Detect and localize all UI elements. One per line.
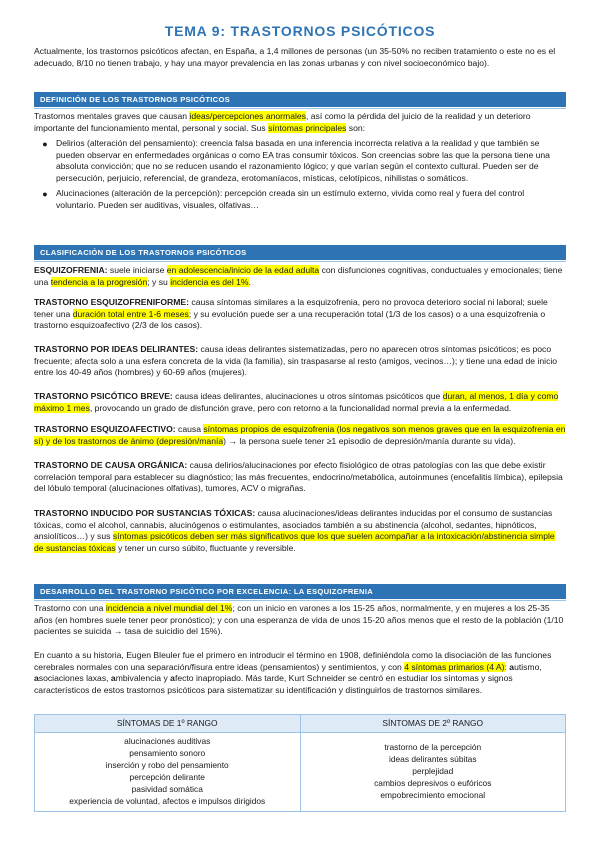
- table-cell-primer-rango: [35, 733, 301, 812]
- list-item: experiencia de voluntad, afectos e impulsos dirigidos: [69, 795, 266, 806]
- section-header-label: DESARROLLO DEL TRASTORNO PSICÓTICO POR EXCELENCIA: LA ESQUIZOFRENIA: [40, 587, 374, 596]
- clasificacion-ideas-delirantes: [34, 344, 566, 379]
- clasificacion-psicotico-breve: [34, 391, 566, 414]
- highlight-span: síntomas propios de esquizofrenia (los negativos son menos graves que en la esquizofrenia en sí) y de los trastornos de ánimo (depresión/manía: [34, 424, 566, 446]
- highlight-span: síntomas psicóticos deben ser más significativos que los que suelen acompañar a la intoxicación/abstinencia simple de sustancias tóxicas: [34, 531, 555, 553]
- term-label: ESQUIZOFRENIA:: [34, 265, 108, 275]
- bold-letter: a: [110, 673, 116, 684]
- clasificacion-esquizofrenia: [34, 265, 566, 288]
- text-span: causa: [175, 424, 204, 434]
- symptoms-table: [34, 714, 566, 812]
- bullet-text: Delirios (alteración del pensamiento): creencia falsa basada en una inferencia incorrecta relativa a la realidad y que también se pueden observar en enfermedades orgánicas o como EA tras consumir tóxicos. Son creencias sobre las que la persona tiene una absoluta convicción; que no se reducen usando el razonamiento lógico; y que varían según el contexto cultural. Pueden ser de persecución, perjuicio, referencial, de grandeza, erotomaníacos, místicas, celotípicos, nihilistas o somáticos.: [56, 138, 550, 183]
- text-span: causa delirios/alucinaciones por efecto fisiológico de otras patologías con las que debe existir correlación temporal para establecer su diagnóstico; las más frecuentes, endocrino/metabólica, autoinmunes (encefalitis límbica), epilepsia del lóbulo temporal (alucinaciones olfativas), tumores, ACV o migrañas.: [34, 460, 563, 494]
- bullet-icon: ●: [42, 139, 48, 150]
- text-span: causa alucinaciones/ideas delirantes inducidas por el consumo de sustancias tóxicas, como el alcohol, cannabis, alucinógenos o estimulantes, asociados también a su abstinencia (alcohol, sedantes, hipnóticos, ansiolíticos…) y sus: [34, 508, 553, 542]
- page-title: TEMA 9: TRASTORNOS PSICÓTICOS: [164, 23, 436, 39]
- table-row: [35, 733, 566, 812]
- bold-letter: a: [170, 673, 175, 684]
- desarrollo-paragraph-2: [34, 650, 566, 696]
- list-item: trastorno de la percepción: [384, 742, 482, 753]
- term-label: TRASTORNO ESQUIZOAFECTIVO:: [34, 424, 176, 434]
- highlight-span: ideas/percepciones anormales: [189, 111, 306, 121]
- clasificacion-causa-organica: [34, 460, 566, 495]
- text-span: Trastorno con una: [34, 603, 106, 613]
- text-span: , provocando un grado de disfunción grave, pero con retorno a la funcionalidad normal previa a la enfermedad.: [89, 402, 512, 413]
- list-item: alucinaciones auditivas: [124, 736, 211, 747]
- clasificacion-esquizofreniforme: [34, 297, 566, 332]
- text-span: mbivalencia y: [115, 673, 171, 684]
- text-span: suele iniciarse: [107, 265, 167, 275]
- list-item: pasividad somática: [131, 783, 203, 794]
- text-span: :: [504, 661, 510, 672]
- highlight-span: duran, al menos, 1 día y como máximo 1 mes: [34, 391, 559, 413]
- list-item: inserción y robo del pensamiento: [105, 760, 229, 771]
- text-span: son:: [346, 122, 366, 133]
- highlight-span: tendencia a la progresión: [50, 276, 148, 287]
- section-divider: [34, 261, 566, 262]
- clasificacion-sustancias-toxicas: [34, 508, 566, 554]
- list-item: cambios depresivos o eufóricos: [374, 777, 492, 788]
- section-header-definicion: [34, 92, 566, 107]
- table-header-cell: SÍNTOMAS DE 1º RANGO: [35, 715, 301, 733]
- section-header-label: DEFINICIÓN DE LOS TRASTORNOS PSICÓTICOS: [40, 95, 231, 104]
- text-span: sociaciones laxas,: [38, 673, 111, 684]
- term-label: TRASTORNO DE CAUSA ORGÁNICA:: [34, 460, 188, 470]
- highlight-span: incidencia es del 1%: [170, 276, 249, 287]
- text-span: fecto inapropiado. Más tarde, Kurt Schneider se centró en estudiar los síntomas y signos característicos de estos trastornos psicóticos para sistematizar su identificación y distinguirlos de trastornos similares.: [34, 673, 513, 695]
- bullet-text: Alucinaciones (alteración de la percepción): percepción creada sin un estímulo externo, vivida como real y fuera del control voluntario. Pueden ser auditivas, visuales, olfativas…: [56, 188, 525, 210]
- clasificacion-esquizoafectivo: [34, 424, 566, 447]
- bold-letter: a: [509, 661, 515, 672]
- table-header-cell: SÍNTOMAS DE 2º RANGO: [300, 715, 566, 733]
- desarrollo-paragraph-1: [34, 603, 566, 638]
- list-item: pensamiento sonoro: [129, 748, 206, 759]
- section-divider: [34, 108, 566, 109]
- bullet-icon: ●: [42, 189, 48, 200]
- term-label: TRASTORNO ESQUIZOFRENIFORME:: [34, 297, 190, 307]
- text-span: En cuanto a su historia, Eugen Bleuler fue el primero en introducir el término en 1908, definiéndola como la disociación de las funciones cerebrales normales con una separación/fisura entre ideas (pensamientos) y sentimientos, y con: [34, 650, 552, 672]
- text-span: y tener un curso súbito, fluctuante y reversible.: [115, 542, 296, 553]
- highlight-span: duración total entre 1-6 meses: [72, 308, 189, 319]
- text-span: causa ideas delirantes sistematizadas, pero no aparecen otros síntomas psicóticos; es poco frecuente; afecta solo a una esfera concreta de la vida (la familia), sin traspasarse al resto (amigos, vecinos…); y tiene una edad de inicio entre los 40-49 años (hombres) y 60-69 años (mujeres).: [34, 344, 558, 378]
- term-label: TRASTORNO POR IDEAS DELIRANTES:: [34, 344, 199, 354]
- text-span: ) → la persona suele tener ≥1 episodio de depresión/manía durante su vida).: [223, 435, 516, 446]
- bullet-item-delirios: [34, 138, 566, 184]
- term-label: TRASTORNO PSICÓTICO BREVE:: [34, 391, 173, 401]
- text-span: ; con un inicio en varones a los 15-25 años, normalmente, y en mujeres a los 25-35 años (en hombres suele tener peor pronóstico); y con una esperanza de vida de unos 15-20 años menos que el resto de la población (1/10 pacientes se suicida → tasa de suicidio del 15%).: [34, 603, 564, 637]
- text-span: ; y su: [147, 276, 171, 287]
- section-header-desarrollo: [34, 584, 566, 599]
- definicion-paragraph: [34, 111, 566, 134]
- section-header-clasificacion: [34, 245, 566, 260]
- text-span: causa ideas delirantes, alucinaciones u otros síntomas psicóticos que: [172, 391, 443, 401]
- highlight-span: síntomas principales: [268, 122, 347, 133]
- text-span: , así como la pérdida del juicio de la realidad y un deterioro importante del funcionamiento mental, personal y social. Sus: [34, 111, 531, 133]
- bullet-item-alucinaciones: [34, 188, 566, 211]
- table-header-row: [35, 715, 566, 733]
- list-item: perplejidad: [412, 766, 454, 777]
- text-span: utismo,: [514, 661, 542, 672]
- definicion-block: [34, 111, 566, 211]
- highlight-span: incidencia a nivel mundial del 1%: [105, 603, 233, 613]
- section-divider: [34, 600, 566, 601]
- bold-letter: a: [34, 673, 39, 684]
- text-span: Trastornos mentales graves que causan: [34, 111, 190, 121]
- text-span: .: [248, 276, 251, 287]
- term-label: TRASTORNO INDUCIDO POR SUSTANCIAS TÓXICAS:: [34, 508, 256, 518]
- highlight-span: en adolescencia/inicio de la edad adulta: [166, 265, 320, 275]
- text-span: con disfunciones cognitivas, conductuales y emocionales; tiene una: [34, 265, 563, 287]
- intro-paragraph: Actualmente, los trastornos psicóticos afectan, en España, a 1,4 millones de personas (un 35-50% no reciben tratamiento o este no es el adecuado, 8/10 no tienen trabajo, y hay una mayor prevalencia en las zonas urbanas y con nivel socioeconómico bajo).: [34, 46, 556, 68]
- text-span: ; y su evolución puede ser a una recuperación total (1/3 de los casos) o a una esquizofrenia o trastorno esquizoafectivo (2/3 de los casos).: [34, 308, 546, 331]
- list-item: percepción delirante: [129, 772, 205, 783]
- list-item: empobrecimiento emocional: [380, 789, 486, 800]
- text-span: causa síntomas similares a la esquizofrenia, pero no provoca deterioro social ni laboral; suele tener una: [34, 297, 548, 319]
- highlight-span: 4 síntomas primarios (4 A): [404, 661, 505, 672]
- table-cell-segundo-rango: [300, 733, 566, 812]
- list-item: ideas delirantes súbitas: [388, 754, 477, 765]
- section-header-label: CLASIFICACIÓN DE LOS TRASTORNOS PSICÓTICOS: [40, 248, 247, 257]
